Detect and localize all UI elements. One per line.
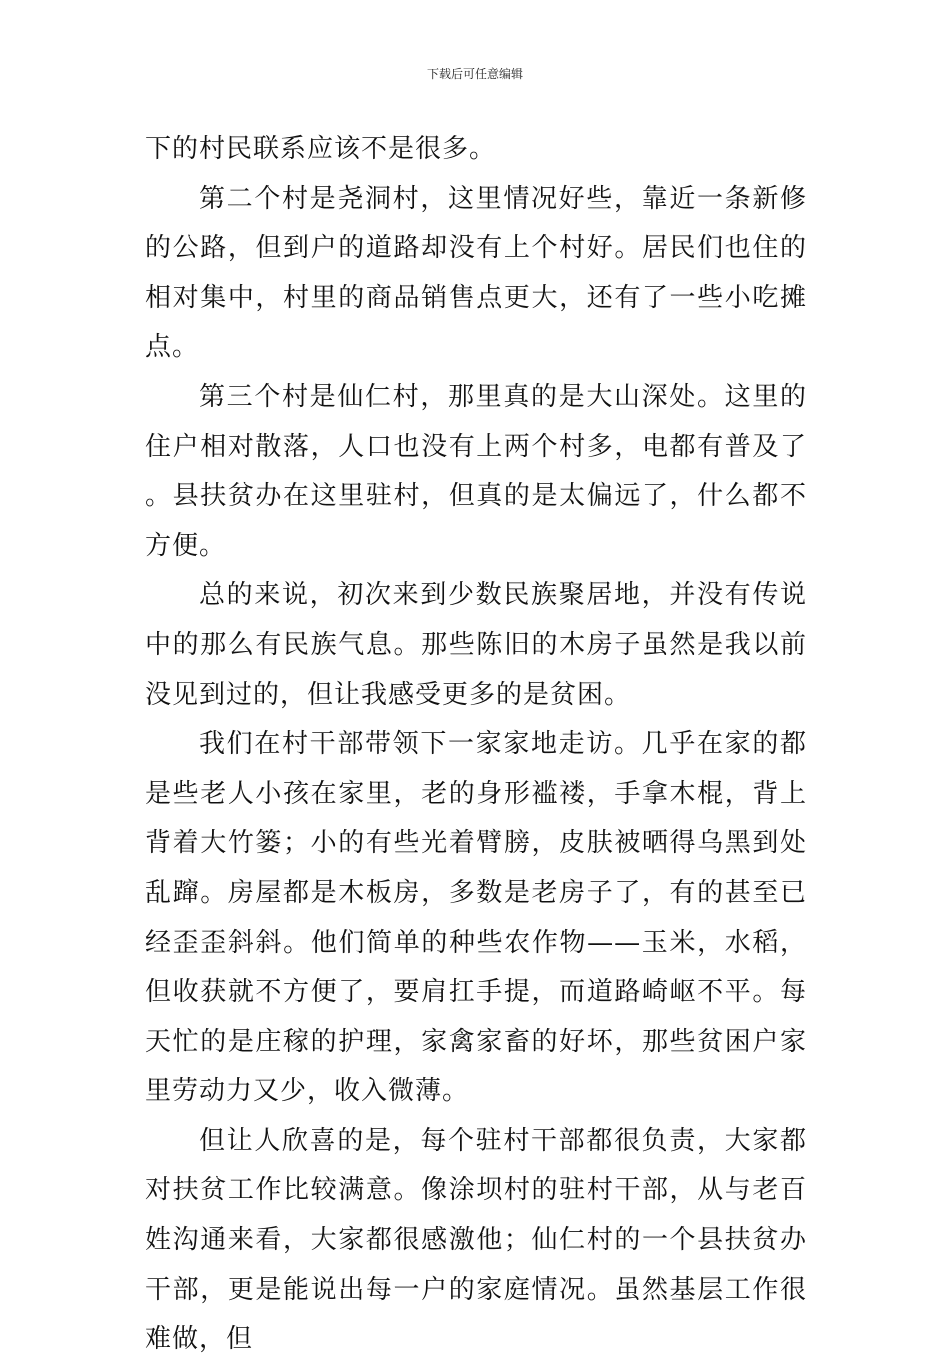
paragraph-third-village: 第三个村是仙仁村，那里真的是大山深处。这里的住户相对散落，人口也没有上两个村多，电都有普及了。县扶贫办在这里驻村，但真的是太偏远了，什么都不方便。	[145, 381, 807, 561]
paragraph-visits: 我们在村干部带领下一家家地走访。几乎在家的都是些老人小孩在家里，老的身形褴褛，手拿木棍，背上背着大竹篓；小的有些光着臂膀，皮肤被晒得乌黑到处乱蹿。房屋都是木板房，多数是老房子了，有的甚至已经歪歪斜斜。他们简单的种些农作物——玉米，水稻，但收获就不方便了，要肩扛手提，而道路崎岖不平。每天忙的是庄稼的护理，家禽家畜的好坏，那些贫困户家里劳动力又少，收入微薄。	[145, 729, 807, 1107]
paragraph-continuation: 下的村民联系应该不是很多。	[145, 134, 497, 164]
paragraph-village-cadres: 但让人欣喜的是，每个驻村干部都很负责，大家都对扶贫工作比较满意。像涂坝村的驻村干部，从与老百姓沟通来看，大家都很感激他；仙仁村的一个县扶贫办干部，更是能说出每一户的家庭情况。虽然基层工作很难做，但	[145, 1125, 807, 1355]
page-header: 下载后可任意编辑	[426, 67, 523, 81]
paragraph-summary: 总的来说，初次来到少数民族聚居地，并没有传说中的那么有民族气息。那些陈旧的木房子虽然是我以前没见到过的，但让我感受更多的是贫困。	[145, 580, 807, 710]
document-body	[145, 125, 807, 1365]
paragraph-second-village: 第二个村是尧洞村，这里情况好些，靠近一条新修的公路，但到户的道路却没有上个村好。居民们也住的相对集中，村里的商品销售点更大，还有了一些小吃摊点。	[145, 183, 807, 363]
